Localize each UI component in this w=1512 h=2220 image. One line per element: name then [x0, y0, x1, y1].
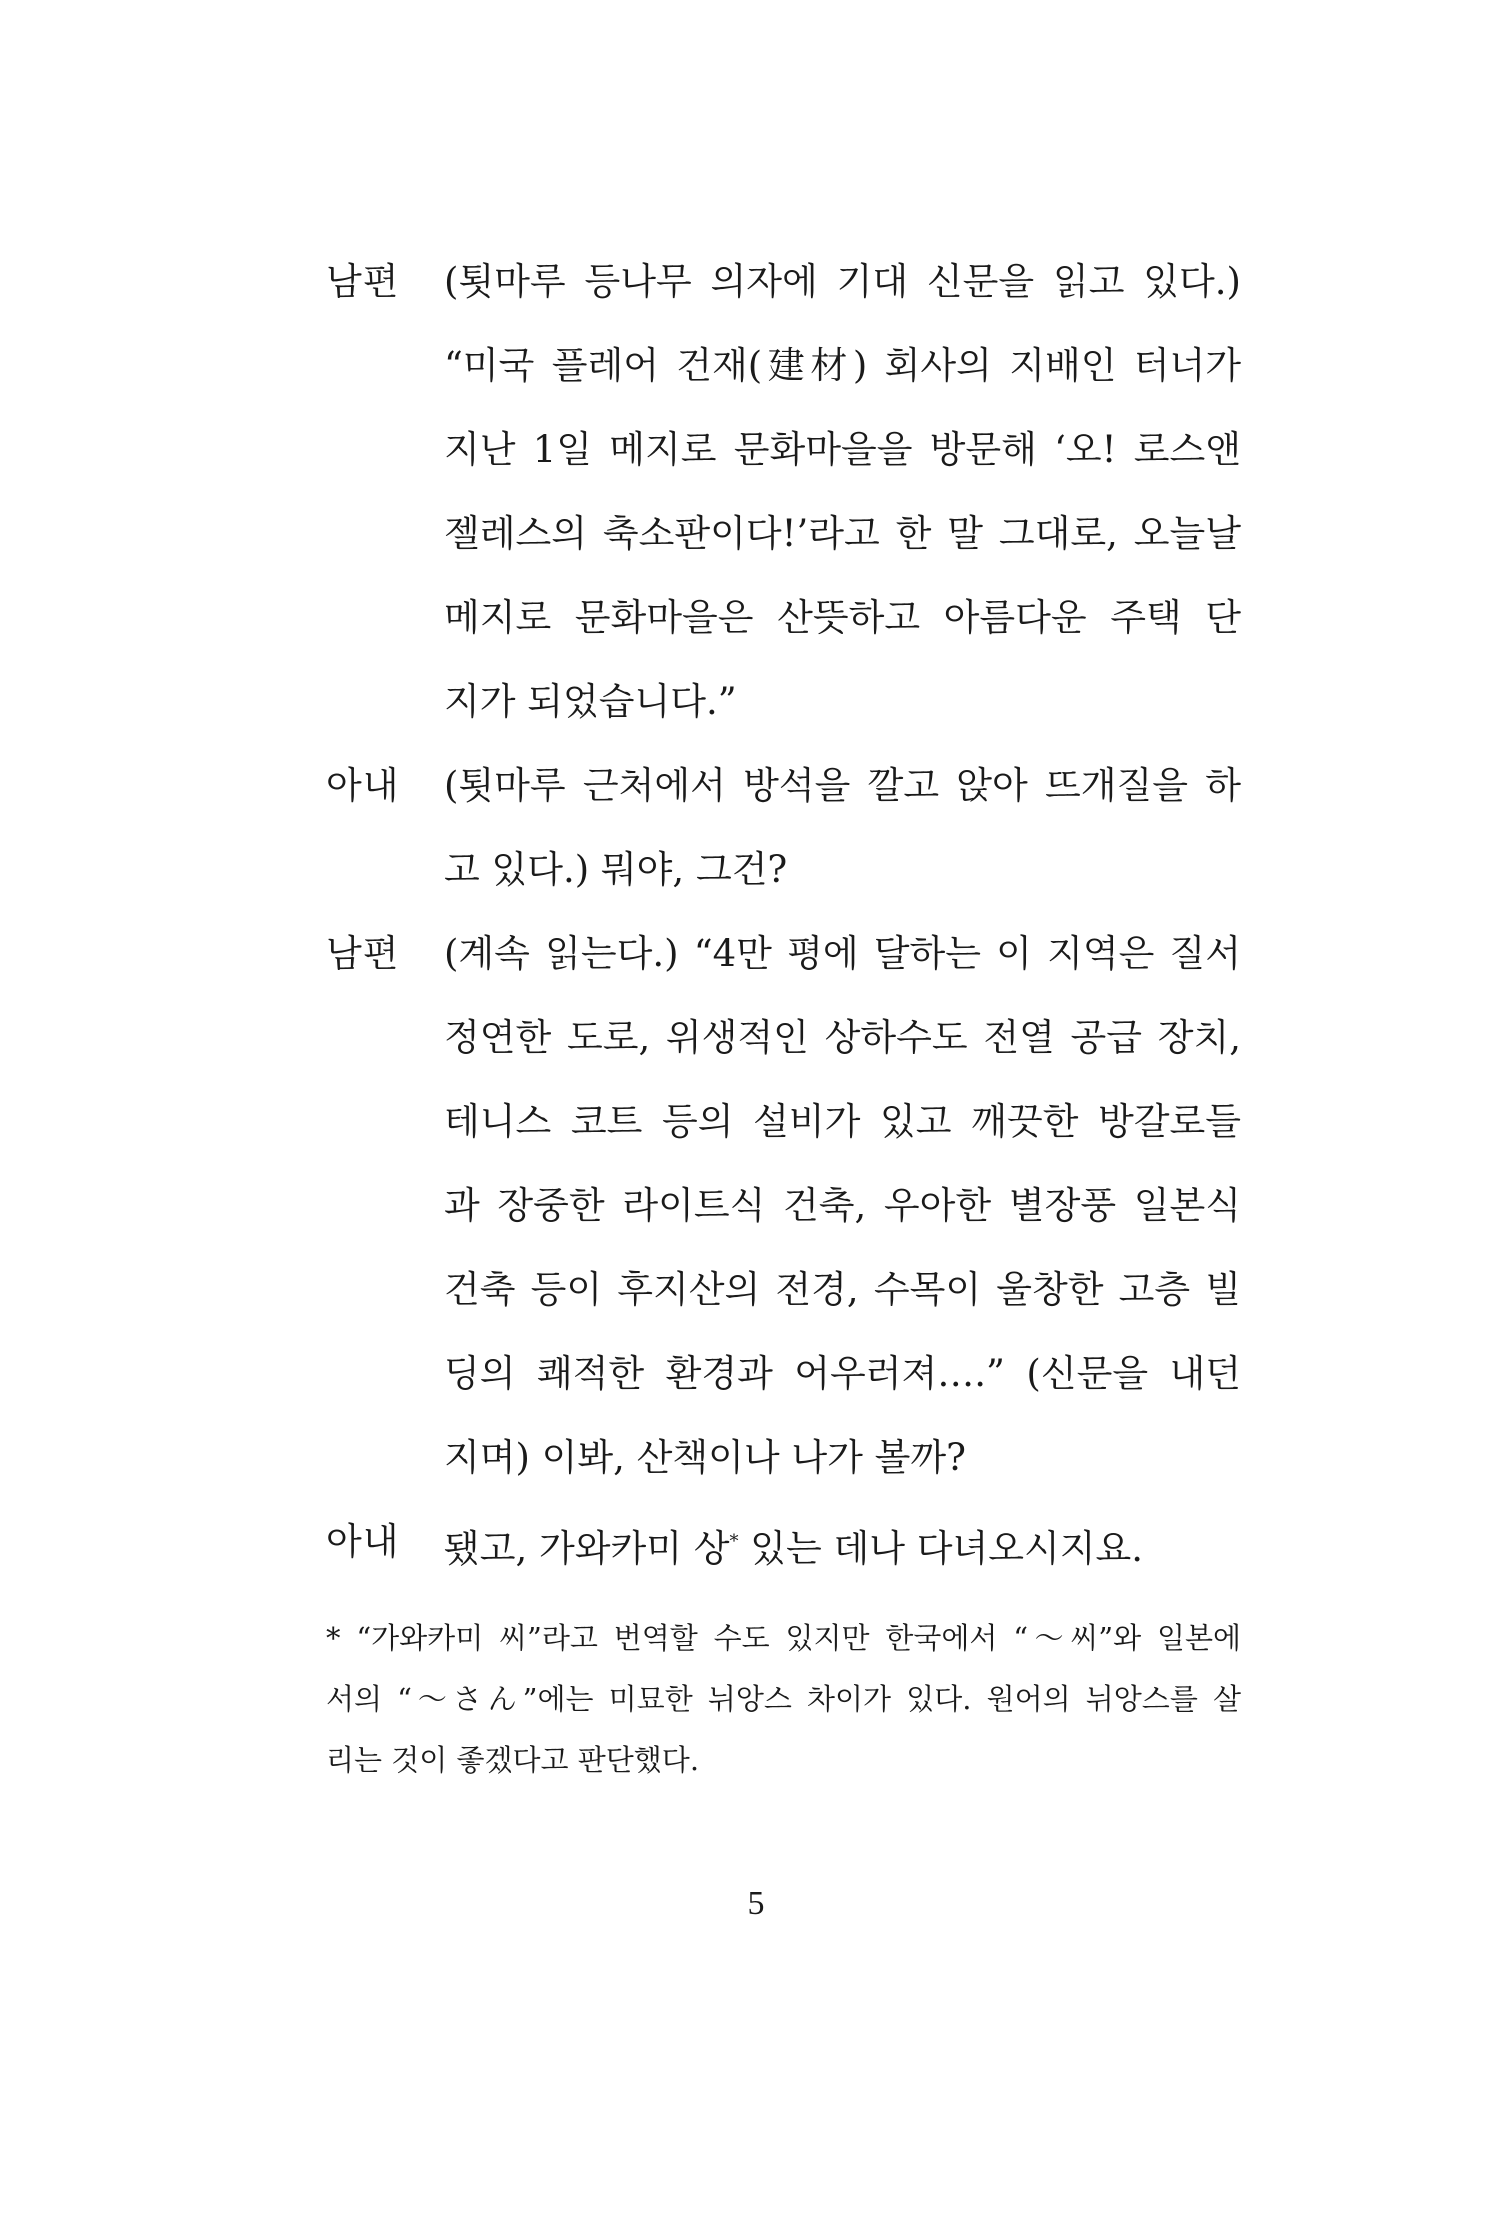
text-line: 지가 되었습니다.”: [444, 680, 737, 723]
dialogue-text: [444, 240, 1241, 744]
dialogue-entry-1: [326, 240, 1241, 744]
text-line: 젤레스의 축소판이다!’라고 한 말 그대로, 오늘날: [444, 512, 1241, 555]
speaker-label: 남편: [326, 932, 400, 975]
text-line: (툇마루 등나무 의자에 기대 신문을 읽고 있다.): [444, 260, 1241, 303]
text-line: 테니스 코트 등의 설비가 있고 깨끗한 방갈로들: [444, 1100, 1241, 1143]
text-line: 과 장중한 라이트식 건축, 우아한 별장풍 일본식: [444, 1184, 1241, 1227]
footnote-line: 서의 “～さん”에는 미묘한 뉘앙스 차이가 있다. 원어의 뉘앙스를 살: [326, 1682, 1241, 1716]
text-line: 정연한 도로, 위생적인 상하수도 전열 공급 장치,: [444, 1016, 1241, 1059]
dialogue-entry-2: [326, 744, 1241, 912]
text-line: 고 있다.) 뭐야, 그건?: [444, 848, 788, 891]
footnote-marker: *: [729, 1531, 739, 1552]
footnote: [326, 1608, 1241, 1791]
text-line: 건축 등이 후지산의 전경, 수목이 울창한 고층 빌: [444, 1268, 1241, 1311]
dialogue-text: [444, 744, 1241, 912]
page-number: 5: [747, 1885, 765, 1922]
text-line: 메지로 문화마을은 산뜻하고 아름다운 주택 단: [444, 596, 1241, 639]
footnote-line: 리는 것이 좋겠다고 판단했다.: [326, 1743, 700, 1777]
text-line: 딩의 쾌적한 환경과 어우러져….” (신문을 내던: [444, 1352, 1241, 1395]
text-line: (툇마루 근처에서 방석을 깔고 앉아 뜨개질을 하: [444, 764, 1241, 807]
text-line: 지난 1일 메지로 문화마을을 방문해 ‘오! 로스앤: [444, 428, 1241, 471]
text-segment: 있는 데나 다녀오시지요.: [738, 1527, 1143, 1570]
text-segment: 됐고, 가와카미 상: [444, 1527, 730, 1570]
text-line: [444, 1500, 1241, 1584]
text-line: (계속 읽는다.) “4만 평에 달하는 이 지역은 질서: [444, 932, 1241, 975]
text-line: “미국 플레어 건재(建材) 회사의 지배인 터너가: [444, 344, 1241, 387]
speaker-label: 아내: [326, 1520, 400, 1563]
dialogue-entry-4: [326, 1500, 1241, 1584]
dialogue-text: [444, 912, 1241, 1500]
text-line: 지며) 이봐, 산책이나 나가 볼까?: [444, 1436, 966, 1479]
speaker-label: 남편: [326, 260, 400, 303]
dialogue-text: [444, 1500, 1241, 1584]
footnote-line: * “가와카미 씨”라고 번역할 수도 있지만 한국에서 “～씨”와 일본에: [326, 1621, 1241, 1655]
dialogue-entry-3: [326, 912, 1241, 1500]
script-dialogue: [326, 240, 1241, 1584]
speaker-label: 아내: [326, 764, 400, 807]
